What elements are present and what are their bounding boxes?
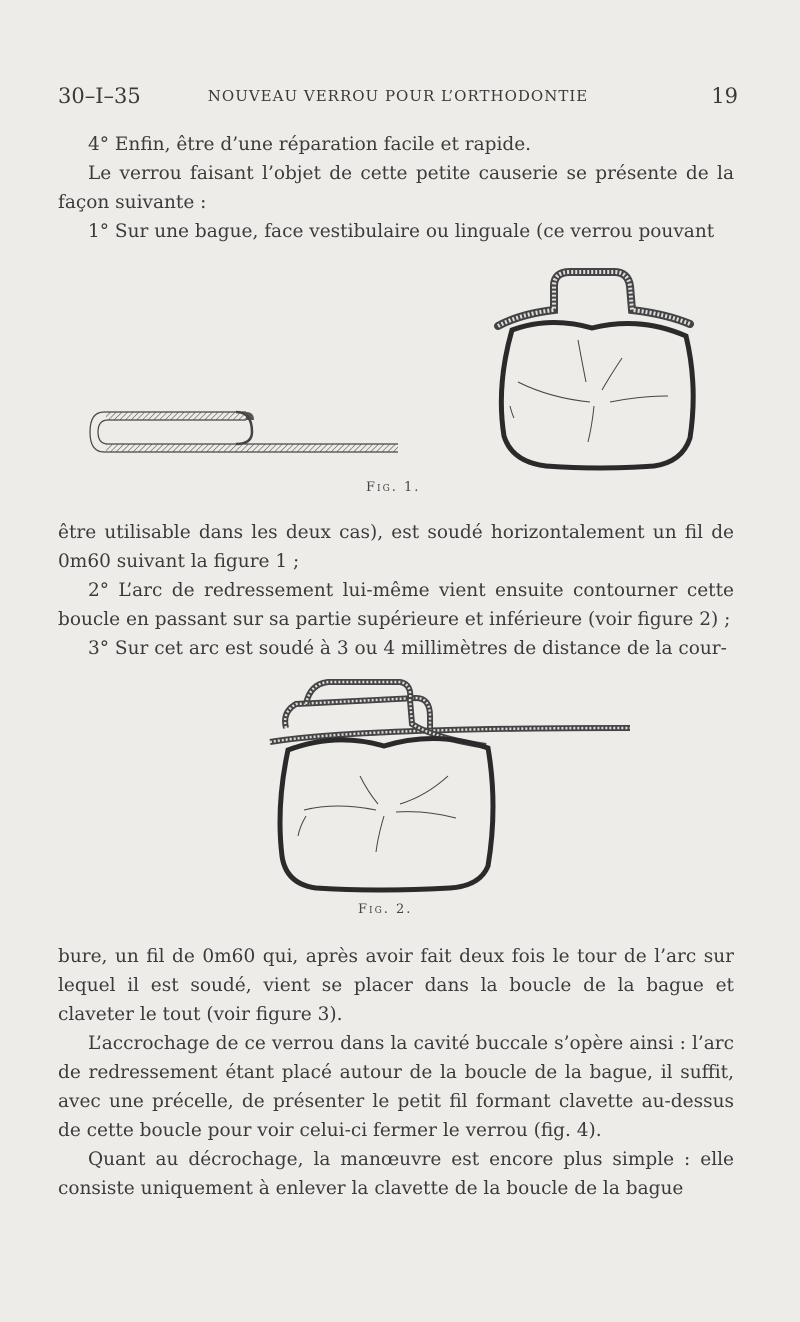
figure-2-caption: Fig. 2. (358, 902, 413, 917)
paragraph: bure, un fil de 0m60 qui, après avoir fait deux fois le tour de l’arc sur lequel il est soudé, vient se placer dans la boucle de la bague et claveter le tout (voir figure 3). (58, 946, 734, 1025)
paragraph: 2° L’arc de redressement lui-même vient ensuite contourner cette boucle en passant sur sa partie supérieure et inférieure (voir figure 2) ; (58, 580, 734, 630)
paragraph: 3° Sur cet arc est soudé à 3 ou 4 millimètres de distance de la cour- (88, 638, 727, 659)
text-block-top (58, 130, 734, 246)
paragraph: 4° Enfin, être d’une réparation facile et rapide. (88, 134, 532, 155)
running-header (58, 84, 738, 114)
text-block-bottom (58, 942, 734, 1203)
figure-2-arch-wire-on-tooth (266, 676, 646, 896)
header-title: NOUVEAU VERROU POUR L’ORTHODONTIE (207, 87, 589, 105)
paragraph: être utilisable dans les deux cas), est soudé horizontalement un fil de 0m60 suivant la figure 1 ; (58, 522, 734, 572)
figure-1-tooth-band (490, 266, 710, 476)
paragraph: Le verrou faisant l’objet de cette petite causerie se présente de la façon suivante : (58, 163, 734, 213)
figure-1-wire-loop (86, 408, 406, 458)
figure-1-caption: Fig. 1. (366, 480, 421, 495)
paragraph: L’accrochage de ce verrou dans la cavité buccale s’opère ainsi : l’arc de redressement étant placé autour de la boucle de la bague, il suffit, avec une précelle, de présenter le petit fil formant clavette au-dessus de cette boucle pour voir celui-ci fermer le verrou (fig. 4). (58, 1033, 734, 1141)
page-number: 19 (711, 84, 738, 108)
paragraph: 1° Sur une bague, face vestibulaire ou linguale (ce verrou pouvant (88, 221, 715, 242)
header-reference: 30–I–35 (58, 84, 141, 108)
text-block-middle (58, 518, 734, 663)
paragraph: Quant au décrochage, la manœuvre est encore plus simple : elle consiste uniquement à enlever la clavette de la boucle de la bague (58, 1149, 734, 1199)
